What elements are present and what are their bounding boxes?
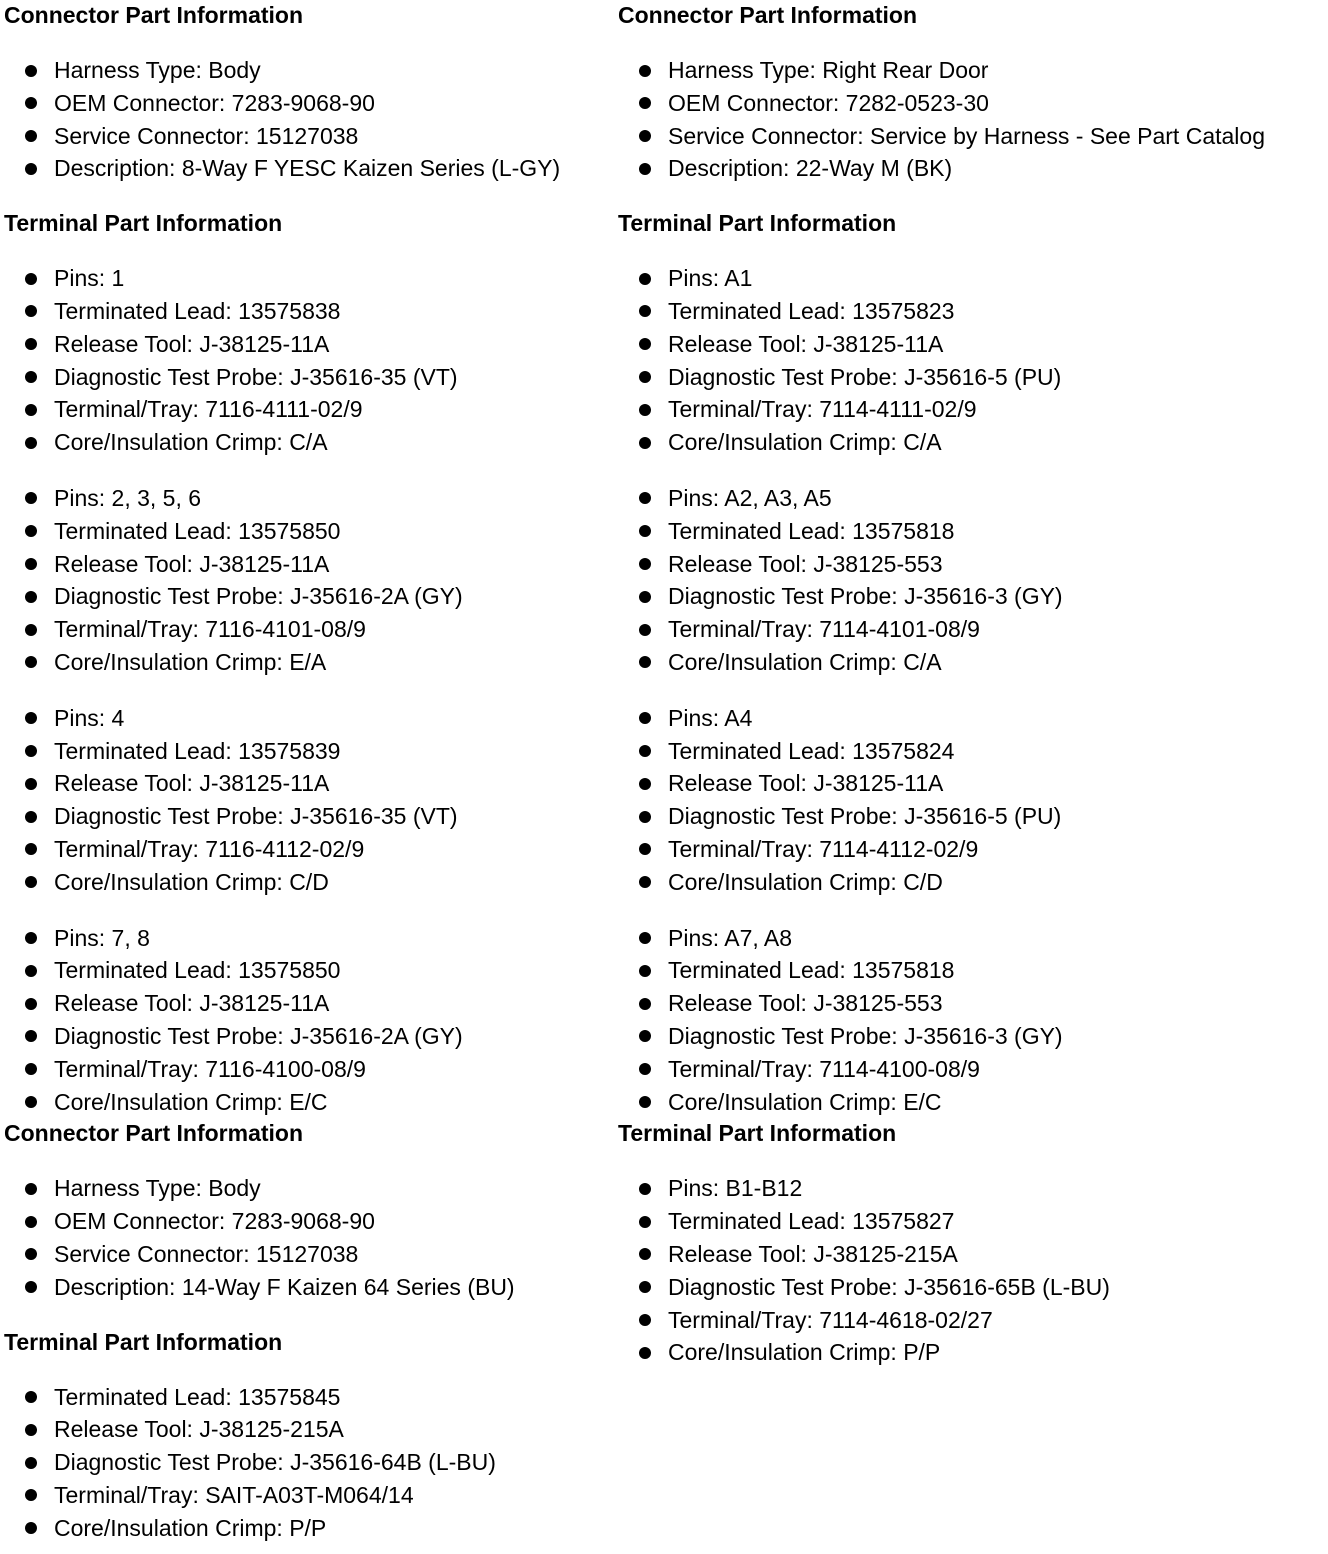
list-item: Pins: 7, 8 bbox=[4, 922, 616, 955]
list-item: Core/Insulation Crimp: C/D bbox=[618, 866, 1324, 899]
list-item: Diagnostic Test Probe: J-35616-5 (PU) bbox=[618, 361, 1324, 394]
section-heading: Terminal Part Information bbox=[4, 1328, 283, 1355]
list-item: OEM Connector: 7283-9068-90 bbox=[4, 1205, 616, 1238]
terminal-info-list bbox=[4, 482, 616, 679]
list-item: Description: 14-Way F Kaizen 64 Series (BU) bbox=[4, 1271, 616, 1304]
list-item: Core/Insulation Crimp: C/A bbox=[4, 426, 616, 459]
left-terminal-section-1 bbox=[4, 208, 616, 1118]
list-item: Release Tool: J-38125-553 bbox=[618, 987, 1324, 1020]
list-item: Terminal/Tray: 7116-4100-08/9 bbox=[4, 1053, 616, 1086]
list-item: Release Tool: J-38125-11A bbox=[618, 328, 1324, 361]
list-item: Terminal/Tray: 7116-4101-08/9 bbox=[4, 613, 616, 646]
terminal-info-list bbox=[618, 702, 1324, 899]
terminal-info-list bbox=[618, 1172, 1324, 1369]
terminal-info-list bbox=[618, 922, 1324, 1119]
right-connector-section-1 bbox=[618, 0, 1324, 185]
list-item: Terminal/Tray: 7114-4111-02/9 bbox=[618, 393, 1324, 426]
list-item: Release Tool: J-38125-11A bbox=[4, 328, 616, 361]
list-item: Terminated Lead: 13575838 bbox=[4, 295, 616, 328]
connector-info-list bbox=[4, 54, 616, 185]
list-item: Core/Insulation Crimp: C/A bbox=[618, 426, 1324, 459]
list-item: Core/Insulation Crimp: E/A bbox=[4, 646, 616, 679]
list-item: Release Tool: J-38125-215A bbox=[4, 1413, 616, 1446]
list-item: Pins: 1 bbox=[4, 262, 616, 295]
list-item: Terminated Lead: 13575824 bbox=[618, 735, 1324, 768]
right-column bbox=[618, 0, 1324, 1369]
list-item: Terminated Lead: 13575845 bbox=[4, 1381, 616, 1414]
list-item: Terminal/Tray: 7116-4111-02/9 bbox=[4, 393, 616, 426]
section-heading: Connector Part Information bbox=[4, 2, 304, 28]
list-item: Release Tool: J-38125-215A bbox=[618, 1238, 1324, 1271]
list-item: Terminal/Tray: SAIT-A03T-M064/14 bbox=[4, 1479, 616, 1512]
list-item: Terminal/Tray: 7114-4112-02/9 bbox=[618, 833, 1324, 866]
list-item: Pins: 4 bbox=[4, 702, 616, 735]
left-connector-section-1 bbox=[4, 0, 616, 185]
list-item: Description: 8-Way F YESC Kaizen Series (L-GY) bbox=[4, 152, 616, 185]
list-item: Core/Insulation Crimp: P/P bbox=[618, 1336, 1324, 1369]
list-item: Core/Insulation Crimp: C/A bbox=[618, 646, 1324, 679]
list-item: Terminal/Tray: 7116-4112-02/9 bbox=[4, 833, 616, 866]
list-item: Core/Insulation Crimp: E/C bbox=[4, 1086, 616, 1119]
list-item: Diagnostic Test Probe: J-35616-3 (GY) bbox=[618, 580, 1324, 613]
list-item: Diagnostic Test Probe: J-35616-35 (VT) bbox=[4, 800, 616, 833]
section-heading: Connector Part Information bbox=[4, 1120, 304, 1147]
terminal-info-list bbox=[4, 922, 616, 1119]
right-terminal-section-2 bbox=[618, 1118, 1324, 1369]
section-heading: Terminal Part Information bbox=[4, 210, 283, 237]
list-item: Pins: A7, A8 bbox=[618, 922, 1324, 955]
list-item: Harness Type: Right Rear Door bbox=[618, 54, 1324, 87]
list-item: Release Tool: J-38125-553 bbox=[618, 548, 1324, 581]
list-item: Terminal/Tray: 7114-4618-02/27 bbox=[618, 1304, 1324, 1337]
list-item: Terminated Lead: 13575818 bbox=[618, 954, 1324, 987]
left-column bbox=[4, 0, 616, 1544]
list-item: Terminated Lead: 13575850 bbox=[4, 954, 616, 987]
list-item: Diagnostic Test Probe: J-35616-2A (GY) bbox=[4, 580, 616, 613]
terminal-info-list bbox=[4, 702, 616, 899]
list-item: Harness Type: Body bbox=[4, 54, 616, 87]
list-item: Release Tool: J-38125-11A bbox=[618, 767, 1324, 800]
list-item: Service Connector: 15127038 bbox=[4, 120, 616, 153]
right-terminal-section-1 bbox=[618, 208, 1324, 1118]
list-item: Pins: B1-B12 bbox=[618, 1172, 1324, 1205]
list-item: Terminated Lead: 13575827 bbox=[618, 1205, 1324, 1238]
left-terminal-section-2 bbox=[4, 1327, 616, 1545]
list-item: Pins: A1 bbox=[618, 262, 1324, 295]
terminal-info-list bbox=[4, 1381, 616, 1545]
list-item: Release Tool: J-38125-11A bbox=[4, 987, 616, 1020]
list-item: Terminal/Tray: 7114-4101-08/9 bbox=[618, 613, 1324, 646]
list-item: Diagnostic Test Probe: J-35616-5 (PU) bbox=[618, 800, 1324, 833]
list-item: Diagnostic Test Probe: J-35616-2A (GY) bbox=[4, 1020, 616, 1053]
list-item: Release Tool: J-38125-11A bbox=[4, 548, 616, 581]
list-item: Pins: 2, 3, 5, 6 bbox=[4, 482, 616, 515]
list-item: Terminated Lead: 13575823 bbox=[618, 295, 1324, 328]
list-item: OEM Connector: 7283-9068-90 bbox=[4, 87, 616, 120]
left-connector-section-2 bbox=[4, 1118, 616, 1303]
list-item: Terminal/Tray: 7114-4100-08/9 bbox=[618, 1053, 1324, 1086]
list-item: Description: 22-Way M (BK) bbox=[618, 152, 1324, 185]
connector-info-list bbox=[4, 1172, 616, 1303]
list-item: Core/Insulation Crimp: P/P bbox=[4, 1512, 616, 1545]
terminal-info-list bbox=[4, 262, 616, 459]
list-item: Service Connector: Service by Harness - See Part Catalog bbox=[618, 120, 1324, 153]
section-heading: Terminal Part Information bbox=[618, 1120, 897, 1147]
list-item: OEM Connector: 7282-0523-30 bbox=[618, 87, 1324, 120]
list-item: Diagnostic Test Probe: J-35616-35 (VT) bbox=[4, 361, 616, 394]
list-item: Core/Insulation Crimp: E/C bbox=[618, 1086, 1324, 1119]
list-item: Core/Insulation Crimp: C/D bbox=[4, 866, 616, 899]
connector-info-list bbox=[618, 54, 1324, 185]
terminal-info-list bbox=[618, 262, 1324, 459]
terminal-info-list bbox=[618, 482, 1324, 679]
list-item: Pins: A4 bbox=[618, 702, 1324, 735]
list-item: Diagnostic Test Probe: J-35616-64B (L-BU) bbox=[4, 1446, 616, 1479]
section-heading: Terminal Part Information bbox=[618, 210, 897, 237]
list-item: Terminated Lead: 13575850 bbox=[4, 515, 616, 548]
list-item: Harness Type: Body bbox=[4, 1172, 616, 1205]
list-item: Diagnostic Test Probe: J-35616-3 (GY) bbox=[618, 1020, 1324, 1053]
list-item: Pins: A2, A3, A5 bbox=[618, 482, 1324, 515]
list-item: Service Connector: 15127038 bbox=[4, 1238, 616, 1271]
list-item: Diagnostic Test Probe: J-35616-65B (L-BU) bbox=[618, 1271, 1324, 1304]
section-heading: Connector Part Information bbox=[618, 2, 918, 28]
list-item: Terminated Lead: 13575818 bbox=[618, 515, 1324, 548]
list-item: Release Tool: J-38125-11A bbox=[4, 767, 616, 800]
list-item: Terminated Lead: 13575839 bbox=[4, 735, 616, 768]
